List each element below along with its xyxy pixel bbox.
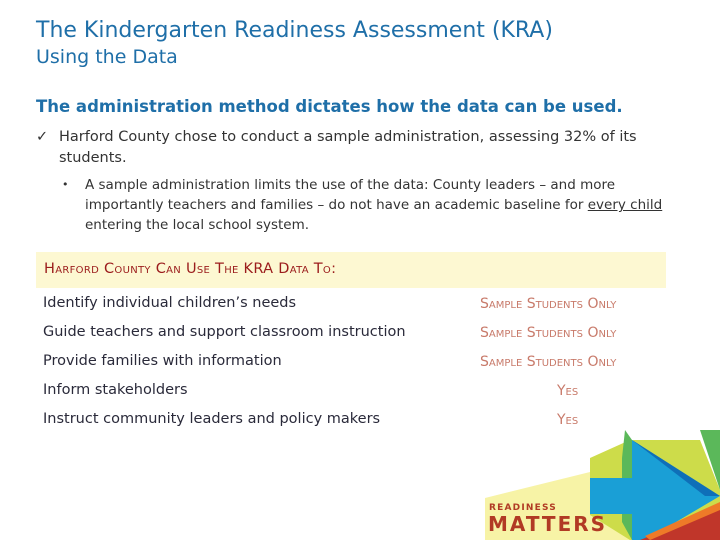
bullet-text-emphasis: every child <box>587 197 663 213</box>
row-status: Sample Students Only <box>480 354 617 370</box>
checkmark-icon: ✓ <box>36 129 49 145</box>
row-use: Instruct community leaders and policy makers <box>43 411 381 427</box>
readiness-matters-logo <box>480 430 720 540</box>
table-row <box>43 324 668 348</box>
table-header <box>36 252 666 288</box>
logo-text-readiness: READINESS <box>489 503 557 513</box>
row-status: Yes <box>557 383 579 399</box>
bullet-icon: • <box>62 178 69 191</box>
bullet-item <box>62 175 672 235</box>
row-use: Guide teachers and support classroom instruction <box>43 324 406 340</box>
section-heading: The administration method dictates how the data can be used. <box>36 97 623 116</box>
row-use: Identify individual children’s needs <box>43 295 297 311</box>
table-row <box>43 353 668 377</box>
row-use: Inform stakeholders <box>43 382 188 398</box>
slide-subtitle: Using the Data <box>36 46 178 68</box>
check-item-text: Harford County chose to conduct a sample administration, assessing 32% of its students. <box>59 129 637 166</box>
bullet-text-start: A sample administration limits the use of the data: County leaders – and more importantly teachers and families – do not have an academic baseline for <box>85 177 616 213</box>
row-use: Provide families with information <box>43 353 282 369</box>
row-status: Sample Students Only <box>480 296 617 312</box>
table-row <box>43 295 668 319</box>
row-status: Sample Students Only <box>480 325 617 341</box>
check-item <box>36 127 676 169</box>
slide-title: The Kindergarten Readiness Assessment (KRA) <box>36 18 553 43</box>
logo-text-matters: MATTERS <box>488 512 608 536</box>
table-row <box>43 382 668 406</box>
bullet-text-end: entering the local school system. <box>85 217 310 233</box>
table-header-text: Harford County Can Use The KRA Data To: <box>44 261 337 277</box>
row-status: Yes <box>557 412 579 428</box>
